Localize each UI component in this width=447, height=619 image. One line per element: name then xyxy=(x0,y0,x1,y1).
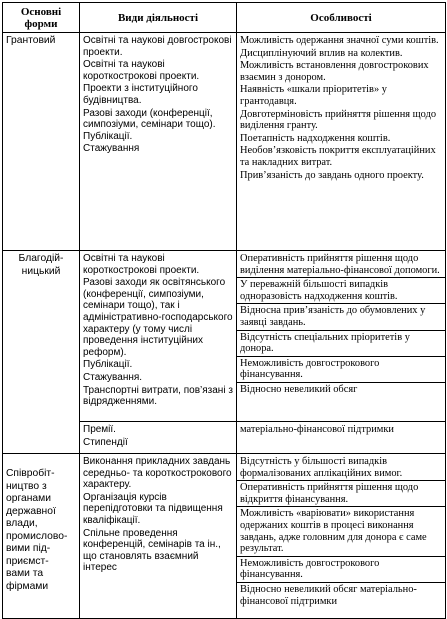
feature-item: Відносна прив’язаність до обумовлених у заявці завдань. xyxy=(237,305,445,330)
form-name-line: Співробіт- xyxy=(6,468,55,479)
feature-item: Можливість одержання значної суми коштів. xyxy=(240,35,439,46)
activity-item: Разові заходи як освітянського (конференції, симпозіуми, семінари тощо), так і адміністративно-господарського характеру (у тому числі проведення інституційних реформ). xyxy=(83,277,233,358)
header-main-forms xyxy=(3,3,80,33)
activities-cooperation xyxy=(80,454,237,619)
table-row-cooperation xyxy=(3,454,446,619)
header-features: Особливості xyxy=(237,3,446,33)
form-name-line: органами xyxy=(6,493,51,504)
form-name-line: вами та xyxy=(6,568,44,579)
activity-item: Освітні та наукові довгострокові проекти. xyxy=(83,35,232,58)
form-name-line: ництво з xyxy=(6,480,47,492)
feature-item: Дисциплінуючий вплив на колектив. xyxy=(240,47,403,59)
form-name-line: промислово- xyxy=(6,530,68,542)
header-row xyxy=(3,3,446,33)
features-grant xyxy=(237,33,446,251)
header-main-forms-line1: Основні xyxy=(20,6,62,18)
feature-item: У переважній більшості випадків одноразовість надходження коштів. xyxy=(237,279,445,304)
form-name-line: фірмами xyxy=(6,580,49,592)
funding-forms-table xyxy=(2,2,446,619)
feature-item: Прив’язаність до завдань одного проекту. xyxy=(240,169,424,181)
activity-item: Публікації. xyxy=(83,359,133,371)
form-name-line: влади, xyxy=(6,518,38,529)
activities-charity xyxy=(80,251,237,422)
feature-item: Можливість «варіювати» використання одержаних коштів в процесі виконання завдань, адже головним для донора є саме результат. xyxy=(237,508,445,556)
activities-grant xyxy=(80,33,237,251)
activity-item: Освітні та наукові короткострокові проекти. xyxy=(83,253,200,276)
form-name-grant: Грантовий xyxy=(3,33,80,251)
activity-item: Стипендії xyxy=(83,436,128,448)
feature-item: Неможливість довгострокового фінансування. xyxy=(237,558,445,583)
feature-item: Відносно невеликий обсяг xyxy=(240,383,358,395)
form-name-charity-line1: Благодій- xyxy=(18,253,64,264)
feature-item: Довготерміновість прийняття рішення щодо виділення гранту. xyxy=(240,108,437,132)
feature-item: Відносно невеликий обсяг матеріально-фінансової підтримки xyxy=(240,583,417,607)
activity-item: Організація курсів перепідготовки та підвищення кваліфікації. xyxy=(83,491,223,526)
features-cooperation xyxy=(237,454,446,619)
form-name-cooperation xyxy=(3,454,80,619)
feature-item: Наявність «шкали пріоритетів» у грантодавця. xyxy=(240,84,387,107)
activity-item: Освітні та наукові короткострокові проекти. xyxy=(83,59,200,82)
table-row-charity xyxy=(3,251,446,422)
activity-item: Разові заходи (конференції, симпозіуми, семінари тощо). Публікації. xyxy=(83,107,216,142)
activity-item: Транспортні витрати, пов’язані з відрядженнями. xyxy=(83,384,233,408)
activity-item: Премії. xyxy=(83,424,116,435)
feature-item: Необов’язковість покриття експлуатаційних та накладних витрат. xyxy=(240,145,436,168)
activity-item: Стажування xyxy=(83,143,140,155)
activity-item: Виконання прикладних завдань середньо- та короткострокового характеру. xyxy=(83,456,232,491)
form-name-line: державної xyxy=(6,505,56,517)
table-row-grant xyxy=(3,33,446,251)
header-activities: Види діяльності xyxy=(80,3,237,33)
form-name-charity xyxy=(3,251,80,454)
feature-item: Оперативність прийняття рішення щодо виділення матеріально-фінансової допомоги. xyxy=(237,253,445,278)
activity-item: Проекти з інституційного будівництва. xyxy=(83,83,198,106)
features-charity xyxy=(237,251,446,422)
form-name-line: вими під- xyxy=(6,543,51,554)
feature-item: Відсутність спеціальних пріоритетів у донора. xyxy=(237,332,445,357)
feature-item: Поетапність надходження коштів. xyxy=(240,132,391,144)
header-main-forms-line2: форми xyxy=(24,18,58,30)
activity-item: Стажування. xyxy=(83,371,143,383)
feature-item: Можливість встановлення довгострокових взаємин з донором. xyxy=(240,60,429,83)
features-charity-continued xyxy=(237,422,446,454)
form-name-line: приємст- xyxy=(6,555,49,567)
feature-item: матеріально-фінансової підтримки xyxy=(240,424,394,435)
form-name-charity-line2: ницький xyxy=(21,265,61,277)
activities-charity-continued xyxy=(80,422,237,454)
activity-item: Спільне проведення конференцій, семінарів та ін., що становлять взаємний інтерес xyxy=(83,527,221,574)
feature-item: Відсутність у більшості випадків формалізованих аплікаційних вимог. xyxy=(237,456,445,481)
feature-item: Неможливість довгострокового фінансування. xyxy=(237,358,445,383)
feature-item: Оперативність прийняття рішення щодо відкриття фінансування. xyxy=(237,482,445,507)
